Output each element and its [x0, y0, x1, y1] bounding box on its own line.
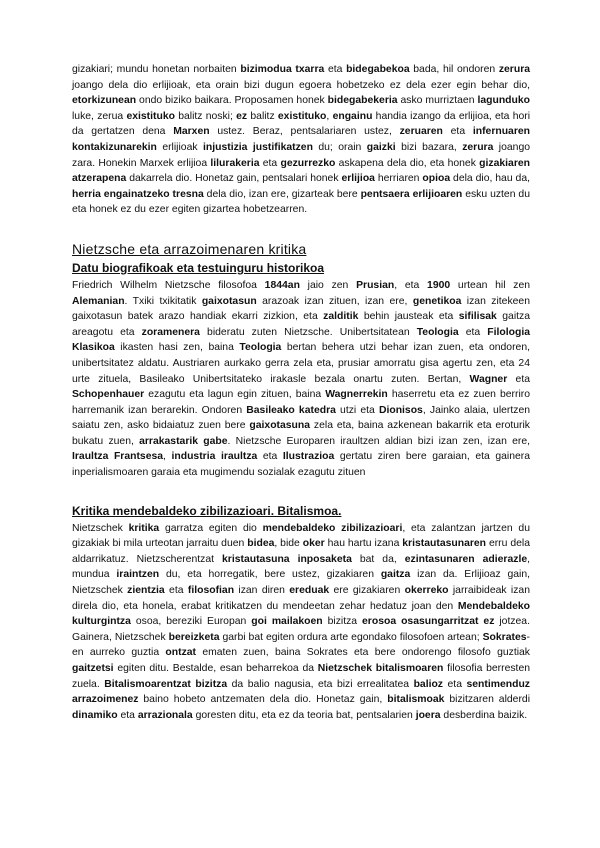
- bold-term: sifilisak: [458, 311, 497, 323]
- text-run: eta: [324, 64, 347, 75]
- text-run: eta: [164, 585, 188, 597]
- bold-term: oker: [302, 538, 325, 550]
- text-run: eta: [458, 326, 488, 338]
- text-run: balitz: [247, 110, 278, 122]
- bold-term: Wagner: [469, 373, 508, 385]
- spacer: [72, 481, 530, 503]
- text-run: ,: [163, 451, 172, 463]
- bold-term: Sokrates: [482, 631, 527, 643]
- bold-term: Dionisos: [378, 404, 423, 416]
- bold-term: Prusian: [356, 279, 395, 291]
- text-run: erru dela aldarrikatuz. Nietzscherentzat: [72, 538, 530, 565]
- bold-term: erosoa osasungarritzat ez: [362, 616, 495, 628]
- text-run: bat da,: [351, 553, 405, 565]
- text-run: erlijioak: [156, 141, 203, 153]
- bold-term: kritika: [128, 522, 160, 534]
- text-run: ondo biziko baikara. Proposamen honek: [136, 95, 328, 107]
- bold-term: Teologia: [416, 326, 459, 338]
- bold-term: gaizki: [366, 141, 396, 153]
- text-run: luke, zerua: [72, 110, 127, 122]
- text-run: baino hobeto antzematen dela dio. Honetaz gain,: [138, 694, 388, 706]
- bold-term: zerura: [498, 64, 531, 75]
- bold-term: herria engainatzeko tresna: [72, 188, 204, 200]
- bold-term: lilurakeria: [210, 157, 260, 169]
- biography-paragraph: [72, 278, 530, 481]
- text-run: balitz noski;: [174, 110, 237, 122]
- text-run: handia izango da erlijioa, eta hori da gertatzen dena: [72, 110, 531, 138]
- text-run: , eta: [394, 279, 428, 291]
- text-run: esku uzten du eta honek ez du ezer egiten gizartea hobetzearren.: [72, 188, 530, 216]
- bold-term: genetikoa: [412, 295, 462, 307]
- document-page: [72, 62, 530, 723]
- text-run: Nietzschek: [72, 522, 129, 534]
- text-run: garbi bat egiten ordura arte egondako filosofoen artean;: [219, 631, 483, 643]
- bold-term: Nietzschek bitalismoaren: [317, 663, 444, 674]
- text-run: hau hartu izana: [324, 538, 403, 550]
- bold-term: gezurrezko: [280, 157, 336, 169]
- bold-term: existituko: [126, 110, 175, 122]
- bold-term: injustizia justifikatzen: [202, 141, 313, 153]
- text-run: desberdina baizik.: [440, 709, 528, 721]
- bold-term: Basileako katedra: [246, 404, 336, 416]
- bold-term: gaitzetsi: [72, 663, 114, 674]
- bold-term: zientzia: [127, 585, 165, 597]
- intro-paragraph: [72, 62, 530, 218]
- bold-term: Mendebaldeko kulturgintza: [72, 600, 530, 628]
- bold-term: Ilustrazioa: [282, 451, 335, 463]
- text-run: ikasten hasi zen, baina: [114, 342, 240, 354]
- text-run: behin jausteak eta: [358, 311, 459, 323]
- bold-term: kristautasuna inposaketa: [222, 553, 352, 565]
- text-run: Friedrich Wilhelm Nietzsche filosofoa: [72, 279, 265, 291]
- bold-term: bitalismoak: [387, 694, 445, 706]
- bold-term: okerreko: [404, 585, 449, 597]
- text-run: da balio nagusia, eta bizi errealitatea: [227, 678, 414, 690]
- text-run: egiten ditu. Bestalde, esan beharrekoa da: [113, 663, 318, 674]
- subsection-title-critique: Kritika mendebaldeko zibilizazioari. Bitalismoa.: [72, 503, 342, 518]
- bold-term: sentimenduz arrazoimenez: [72, 678, 531, 706]
- text-run: goresten ditu, eta ez da teoria bat, pentsalarien: [192, 709, 416, 721]
- text-run: filosofia berresten zuela.: [72, 663, 531, 690]
- bold-term: Bitalismoarentzat bizitza: [104, 678, 228, 690]
- text-run: , eta zalantzan jartzen du gizakiak bi mila urteotan jarraitu duen: [72, 522, 530, 550]
- text-run: eta: [259, 157, 281, 169]
- bold-term: bidegabekoa: [346, 64, 410, 75]
- text-run: . Nietzsche Europaren iraultzen aldian bizi izan zen, izan ere,: [227, 435, 531, 447]
- bold-term: Marxen: [173, 126, 210, 138]
- text-run: , bide: [274, 538, 303, 550]
- bold-term: ezintasunaren adierazle: [404, 553, 528, 565]
- bold-term: Wagnerrekin: [325, 389, 388, 401]
- bold-term: zeruaren: [399, 126, 443, 138]
- bold-term: pentsaera erlijioaren: [360, 188, 463, 200]
- bold-term: zalditik: [323, 311, 359, 323]
- section-title: Nietzsche eta arrazoimenaren kritika: [72, 240, 307, 257]
- text-run: ere gizakiaren: [329, 585, 405, 597]
- bold-term: filosofian: [187, 585, 235, 597]
- bold-term: 1844an: [264, 279, 300, 291]
- text-run: dakarrela dio. Honetaz gain, pentsalari honek: [126, 173, 342, 185]
- subsection-title-biography: Datu biografikoak eta testuinguru historikoa: [72, 260, 325, 275]
- text-run: ezagutu eta lagun egin zituen, baina: [144, 389, 326, 401]
- text-run: askapena dela dio, eta honek: [335, 157, 480, 169]
- bold-term: erlijioa: [341, 173, 375, 185]
- text-run: garratza egiten dio: [159, 522, 263, 534]
- text-run: asko murriztaen: [397, 95, 478, 107]
- text-run: gaitza areagotu eta: [72, 311, 530, 338]
- bold-term: bizimodua txarra: [240, 64, 325, 75]
- text-run: gertatu ziren bere garaian, eta gainera inperialismoaren garaia eta mugimendu sozialak ezagutu zituen: [72, 451, 531, 479]
- bold-term: arrazionala: [137, 709, 193, 721]
- text-run: eta: [442, 126, 473, 138]
- bold-term: arrakastarik gabe: [139, 435, 228, 447]
- bold-term: Filologia Klasikoa: [72, 326, 530, 354]
- text-run: . Txiki txikitatik: [124, 295, 202, 307]
- bold-term: mendebaldeko zibilizazioari: [262, 522, 403, 534]
- text-run: bertan behera utzi behar izan zuen, eta ondoren, unibertsitatez aldatu. Austriaren aurkako gerra zela eta, prusiar amorratu gisa agertu zen, eta 24 urte zituela, Basileako Unibertsitateko irakasle bezala onartu zuten. Bertan,: [72, 342, 530, 385]
- bold-term: opioa: [422, 173, 451, 185]
- bold-term: Iraultza Frantsesa: [72, 451, 164, 463]
- text-run: jarraibideak izan direla dio, eta honela, erabat kritikatzen du mendeetan zehar hedatuz joan den: [72, 585, 530, 612]
- bold-term: industria iraultza: [171, 451, 258, 463]
- text-run: osoa, bereziki Europan: [130, 616, 252, 628]
- bold-term: goi mailakoen: [251, 616, 323, 628]
- text-run: dela dio, hau da,: [450, 173, 530, 185]
- text-run: joango zara. Honekin Marxek erlijioa: [72, 141, 531, 169]
- text-run: -en aurreko guztia: [72, 631, 530, 659]
- text-run: du; orain: [312, 141, 367, 153]
- critique-paragraph: [72, 521, 530, 724]
- text-run: bizitzaren alderdi: [444, 694, 531, 706]
- text-run: arazoak izan zituen, izan ere,: [256, 295, 413, 307]
- spacer: [72, 218, 530, 240]
- text-run: herriaren: [374, 173, 423, 185]
- text-run: dela dio, izan ere, gizarteak bere: [203, 188, 361, 200]
- bold-term: iraintzen: [116, 569, 160, 581]
- bold-term: bereizketa: [168, 631, 220, 643]
- text-run: eta: [117, 709, 138, 721]
- text-run: du, eta horregatik, bere ustez, gizakiaren: [159, 569, 381, 581]
- text-run: bada, hil ondoren: [409, 64, 499, 75]
- text-run: bizitza: [322, 616, 363, 628]
- bold-term: balioz: [413, 678, 444, 690]
- bold-term: bidegabekeria: [327, 95, 398, 107]
- bold-term: joera: [415, 709, 441, 721]
- text-run: urtean hil zen: [450, 279, 531, 291]
- bold-term: existituko: [277, 110, 327, 122]
- text-run: jotzea. Gainera, Nietzschek: [72, 616, 530, 643]
- text-run: eta: [443, 678, 467, 690]
- text-run: bizi bazara,: [395, 141, 463, 153]
- bold-term: ez: [236, 110, 248, 122]
- text-run: bideratu zuten Nietzsche. Unibertsitatean: [199, 326, 417, 338]
- bold-term: zoramenera: [141, 326, 200, 338]
- text-run: joango dela dio erlijioak, eta orain bizi dugun egoera hobetzeko ez dela ezer egin behar dio,: [72, 79, 530, 91]
- text-run: eta: [257, 451, 283, 463]
- bold-term: infernuaren kontakizunarekin: [72, 126, 531, 153]
- bold-term: gaixotasuna: [249, 420, 311, 432]
- bold-term: ontzat: [165, 647, 197, 659]
- text-run: jaio zen: [299, 279, 357, 291]
- text-run: ustez. Beraz, pentsalariaren ustez,: [209, 126, 400, 138]
- text-run: zela eta, baina azkenean bakarrik eta eroturik bukatu zuen,: [72, 420, 530, 447]
- bold-term: bidea: [247, 538, 275, 550]
- text-run: gizakiari; mundu honetan norbaiten: [72, 64, 241, 75]
- bold-term: engainu: [332, 110, 373, 122]
- bold-term: Schopenhauer: [72, 389, 145, 401]
- text-run: , mundua: [72, 553, 531, 581]
- bold-term: gaixotasun: [201, 295, 257, 307]
- bold-term: Alemanian: [72, 295, 125, 307]
- bold-term: gaitza: [380, 569, 411, 581]
- text-run: ,: [326, 110, 333, 122]
- bold-term: zerura: [462, 141, 494, 153]
- text-run: eta: [507, 373, 530, 385]
- text-run: haserretu eta ez zuen berriro harremanik izan berarekin. Ondoren: [72, 389, 530, 416]
- bold-term: etorkizunean: [72, 95, 137, 107]
- text-run: utzi eta: [335, 404, 379, 416]
- text-run: izan da. Erlijioaz gain, Nietzschek: [72, 569, 531, 597]
- bold-term: 1900: [427, 279, 451, 291]
- bold-term: kristautasunaren: [402, 538, 487, 550]
- bold-term: lagunduko: [477, 95, 530, 107]
- bold-term: dinamiko: [72, 709, 118, 721]
- text-run: izan zitekeen gaixotasun batek arazo handiak ekarri zizkion, eta: [72, 295, 530, 323]
- text-run: ematen zuen, baina Sokrates eta bere ondorengo filosofo guztiak: [196, 647, 530, 659]
- bold-term: ereduak: [289, 585, 330, 597]
- text-run: , Jainko alaia, ulertzen saiatu zen, asko bidaiatuz zuen bere: [72, 404, 531, 432]
- bold-term: Teologia: [239, 342, 282, 354]
- text-run: izan diren: [234, 585, 290, 597]
- bold-term: gizakiaren atzerapena: [72, 157, 530, 185]
